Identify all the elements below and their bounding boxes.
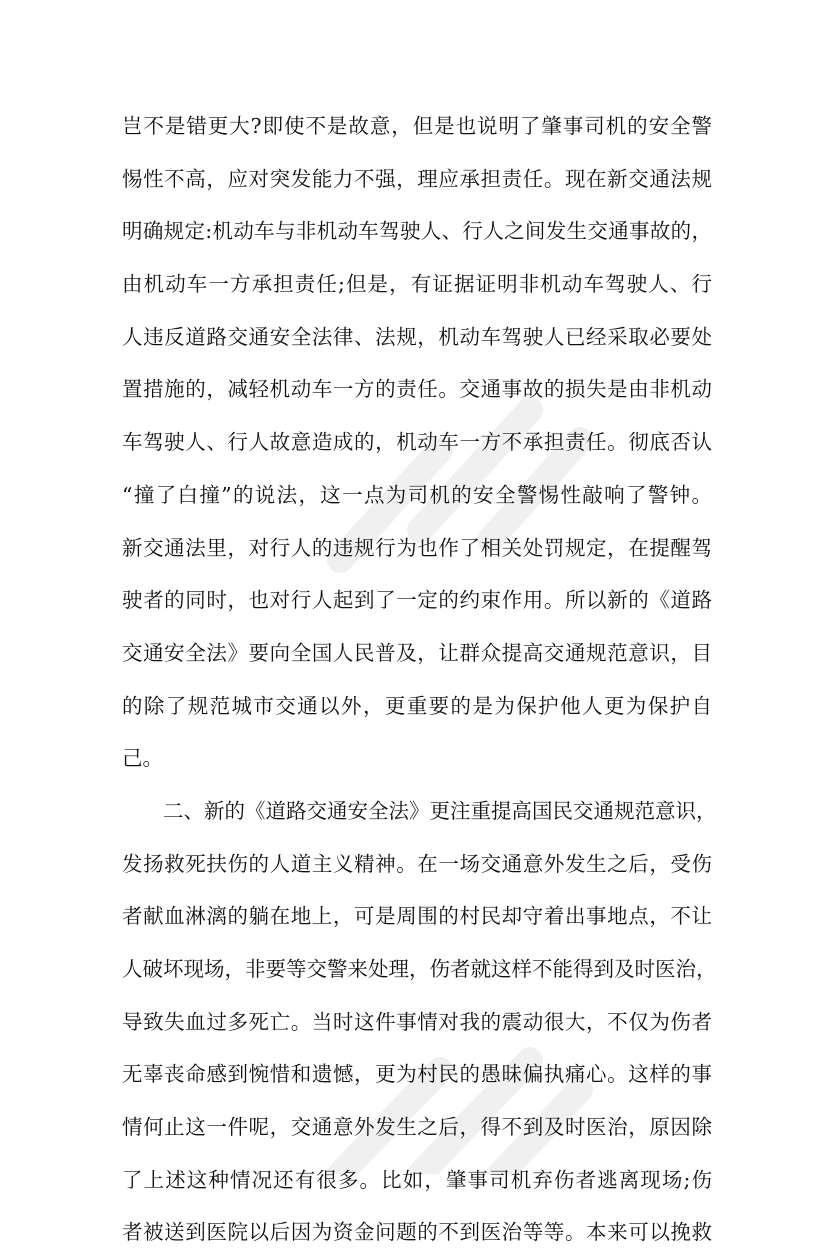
text-line: 人破坏现场，非要等交警来处理，伤者就这样不能得到及时医治，: [122, 957, 717, 981]
text-line: 驶者的同时，也对行人起到了一定的约束作用。所以新的《道路: [122, 588, 712, 613]
text-line: 明确规定:机动车与非机动车驾驶人、行人之间发生交通事故的，: [122, 219, 712, 244]
text-line: 由机动车一方承担责任;但是，有证据证明非机动车驾驶人、行: [122, 272, 712, 297]
text-line: 发扬救死扶伤的人道主义精神。在一场交通意外发生之后，受伤: [122, 851, 712, 876]
body-text: [122, 100, 717, 1259]
text-line: 置措施的，减轻机动车一方的责任。交通事故的损失是由非机动: [122, 377, 712, 402]
text-line: 的除了规范城市交通以外，更重要的是为保护他人更为保护自: [122, 693, 712, 718]
text-line: 岂不是错更大?即使不是故意，但是也说明了肇事司机的安全警: [122, 114, 712, 138]
text-line: 情何止这一件呢，交通意外发生之后，得不到及时医治，原因除: [122, 1115, 712, 1140]
paragraph-2: [122, 785, 717, 1259]
text-line: 惕性不高，应对突发能力不强，理应承担责任。现在新交通法规: [122, 166, 712, 191]
text-line: 人违反道路交通安全法律、法规，机动车驾驶人已经采取必要处: [122, 324, 712, 349]
text-line: 交通安全法》要向全国人民普及，让群众提高交通规范意识，目: [122, 640, 712, 665]
text-line: 导致失血过多死亡。当时这件事情对我的震动很大，不仅为伤者: [122, 1009, 712, 1034]
text-line: 无辜丧命感到惋惜和遗憾，更为村民的愚昧偏执痛心。这样的事: [122, 1062, 712, 1087]
text-line: 者献血淋漓的躺在地上，可是周围的村民却守着出事地点，不让: [122, 904, 712, 929]
text-line: 了上述这种情况还有很多。比如，肇事司机弃伤者逃离现场;伤: [122, 1167, 712, 1192]
text-line: 车驾驶人、行人故意造成的，机动车一方不承担责任。彻底否认: [122, 430, 712, 455]
text-line: 者被送到医院以后因为资金问题的不到医治等等。本来可以挽救: [122, 1220, 712, 1245]
text-line: 二、新的《道路交通安全法》更注重提高国民交通规范意识，: [163, 798, 717, 823]
paragraph-1: [122, 100, 712, 785]
text-line: 己。: [122, 746, 163, 771]
text-line: “撞了白撞”的说法，这一点为司机的安全警惕性敲响了警钟。: [122, 482, 712, 507]
text-line: 新交通法里，对行人的违规行为也作了相关处罚规定，在提醒驾: [122, 535, 712, 560]
